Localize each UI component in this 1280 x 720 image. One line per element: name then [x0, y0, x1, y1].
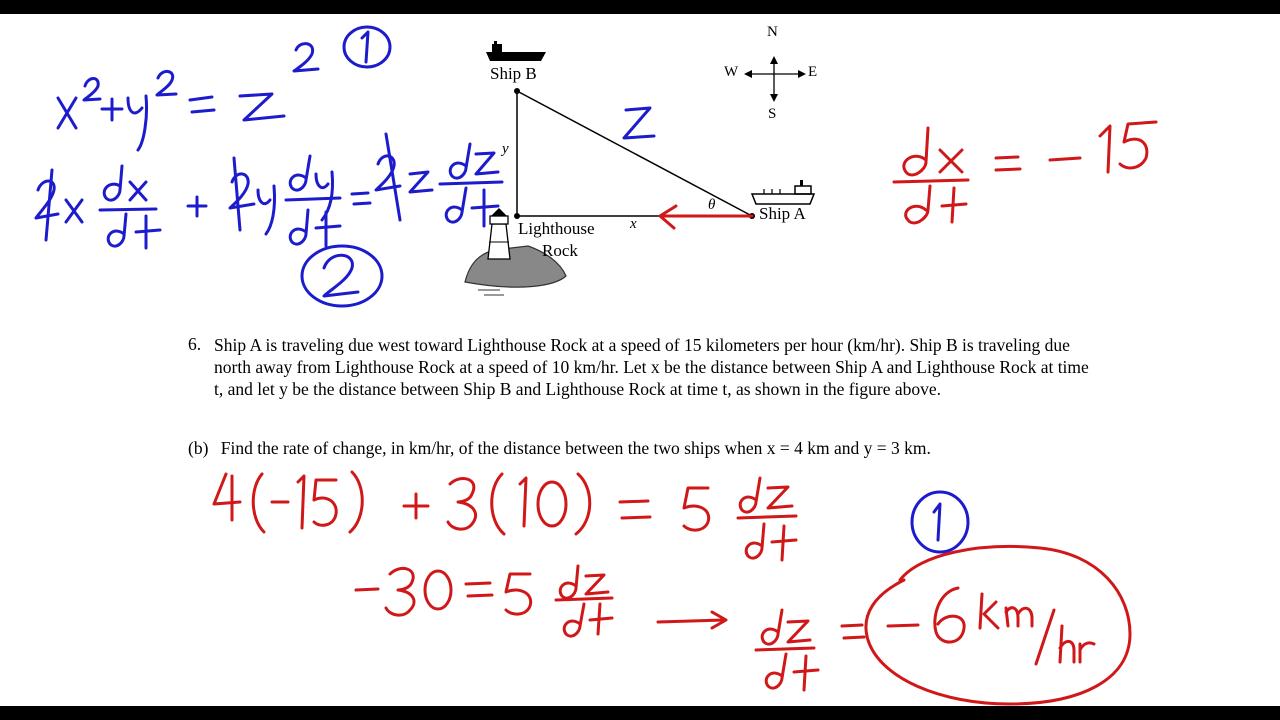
- y-axis-label: y: [502, 141, 509, 157]
- handwritten-dxdt: [894, 122, 1156, 223]
- slide-canvas: [0, 14, 1280, 706]
- ship-b-point: [514, 88, 520, 94]
- compass-w-label: W: [724, 64, 739, 80]
- problem-number: 6.: [188, 334, 202, 354]
- handwritten-equation-2: [36, 134, 502, 306]
- rock-label: Rock: [542, 241, 578, 260]
- compass-e-label: E: [808, 64, 818, 80]
- theta-label: θ: [708, 197, 716, 213]
- compass-icon: [744, 56, 806, 102]
- part-b-question: [188, 438, 1088, 459]
- handwritten-simplified: [356, 566, 612, 636]
- part-b-text: Find the rate of change, in km/hr, of the distance between the two ships when x = 4 km and y = 3 km.: [220, 438, 931, 458]
- handwritten-answer: [658, 546, 1130, 704]
- problem-statement: Ship A is traveling due west toward Lighthouse Rock at a speed of 15 kilometers per hour (km/hr). Ship B is traveling due north away from Lighthouse Rock at a speed of 10 km/hr. Let x be the distance between Ship A and Lighthouse Rock at time t, and let y be the distance between Ship B and Lighthouse Rock at time t, as shown in the figure above.: [214, 335, 1089, 399]
- x-axis-label: x: [630, 216, 637, 232]
- lighthouse-label: Lighthouse: [518, 219, 595, 238]
- ship-a-icon: [752, 180, 814, 204]
- handwritten-equation-1: [58, 27, 390, 150]
- part-b-label: (b): [188, 438, 209, 458]
- hyp-z-label: [624, 108, 654, 138]
- ship-a-label: Ship A: [759, 204, 806, 223]
- handwritten-substitution: [214, 472, 968, 560]
- ship-b-icon: [486, 41, 546, 61]
- compass-s-label: S: [768, 106, 777, 122]
- compass-n-label: N: [767, 24, 778, 40]
- ship-b-label: Ship B: [490, 64, 537, 83]
